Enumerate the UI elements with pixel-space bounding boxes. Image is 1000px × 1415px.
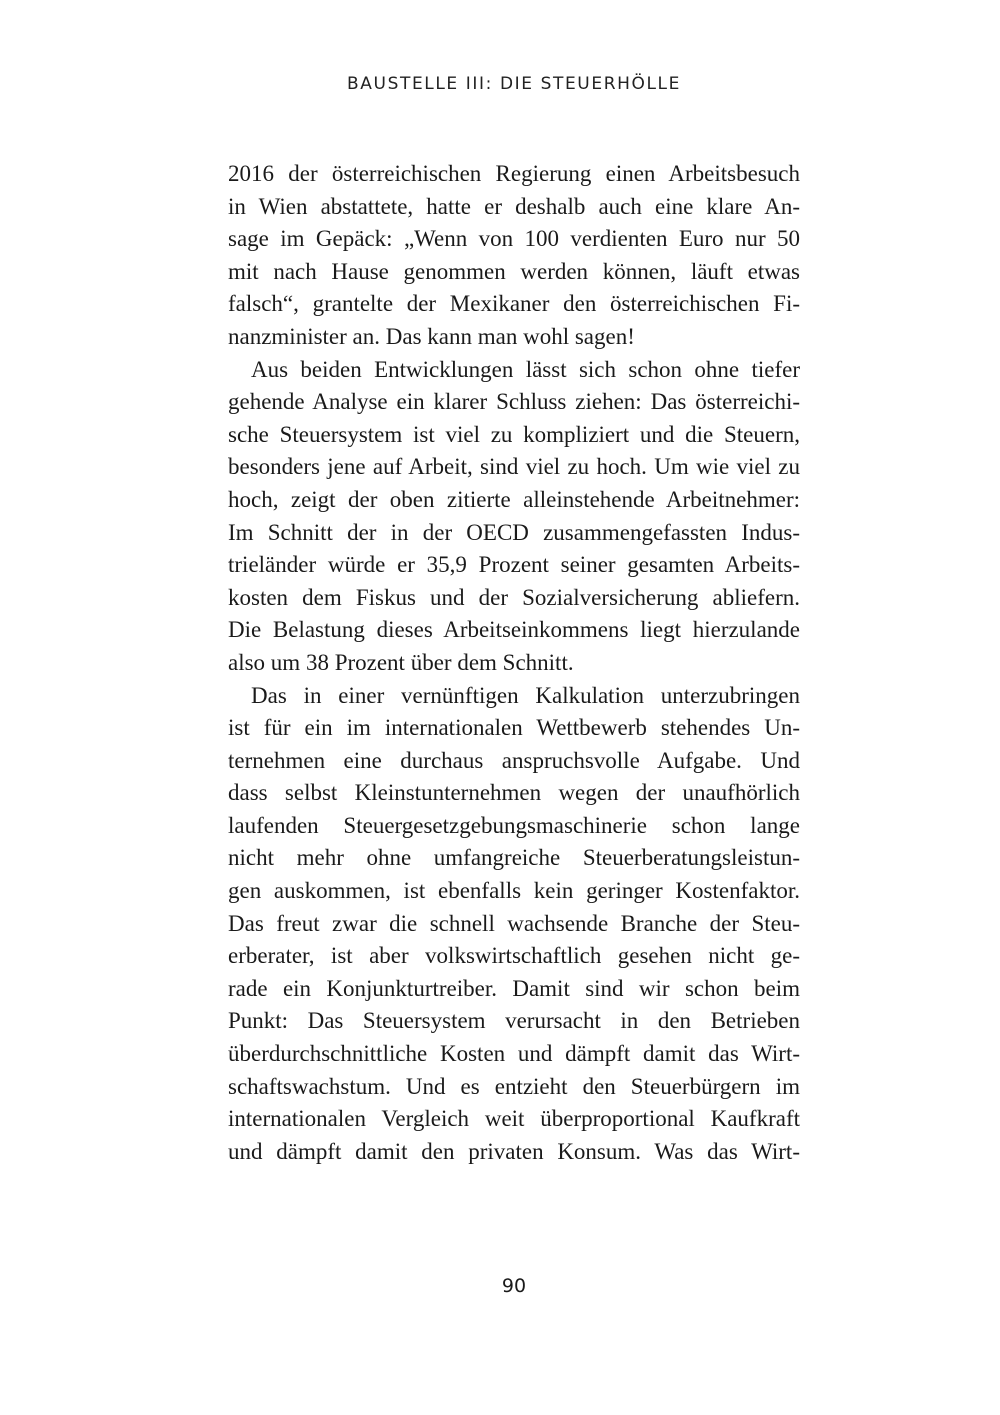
text-line: Punkt: Das Steuersystem verursacht in den Betrieben bbox=[228, 1008, 800, 1034]
text-line: falsch“, grantelte der Mexikaner den österreichischen Fi- bbox=[228, 291, 800, 317]
text-line: kosten dem Fiskus und der Sozialversicherung abliefern. bbox=[228, 584, 800, 610]
text-line: Das freut zwar die schnell wachsende Branche der Steu- bbox=[228, 910, 800, 936]
text-line: sche Steuersystem ist viel zu kompliziert und die Steuern, bbox=[228, 421, 800, 447]
page-number: 90 bbox=[501, 1275, 527, 1297]
text-line: und dämpft damit den privaten Konsum. Was das Wirt- bbox=[228, 1138, 800, 1164]
text-line: Aus beiden Entwicklungen lässt sich schon ohne tiefer bbox=[251, 356, 800, 382]
paragraph bbox=[228, 158, 800, 354]
paragraph bbox=[228, 354, 800, 680]
text-line: überdurchschnittliche Kosten und dämpft damit das Wirt- bbox=[228, 1041, 800, 1067]
text-line: gehende Analyse ein klarer Schluss ziehen: Das österreichi- bbox=[228, 389, 800, 415]
text-line: 2016 der österreichischen Regierung einen Arbeitsbesuch bbox=[228, 161, 800, 186]
text-line: nanzminister an. Das kann man wohl sagen! bbox=[228, 323, 635, 349]
text-line: also um 38 Prozent über dem Schnitt. bbox=[228, 649, 574, 675]
text-line: laufenden Steuergesetzgebungsmaschinerie schon lange bbox=[228, 812, 800, 838]
body-text bbox=[228, 158, 800, 1168]
text-line: sage im Gepäck: „Wenn von 100 verdienten Euro nur 50 bbox=[228, 226, 800, 252]
text-line: rade ein Konjunkturtreiber. Damit sind wir schon beim bbox=[228, 975, 800, 1001]
text-line: Die Belastung dieses Arbeitseinkommens liegt hierzulande bbox=[228, 617, 800, 643]
text-line: ist für ein im internationalen Wettbewerb stehendes Un- bbox=[228, 715, 800, 741]
text-line: hoch, zeigt der oben zitierte alleinstehende Arbeitnehmer: bbox=[228, 486, 800, 512]
text-line: Das in einer vernünftigen Kalkulation unterzubringen bbox=[251, 682, 800, 708]
text-line: nicht mehr ohne umfangreiche Steuerberatungsleistun- bbox=[228, 845, 800, 871]
text-line: mit nach Hause genommen werden können, läuft etwas bbox=[228, 258, 800, 284]
text-line: ternehmen eine durchaus anspruchsvolle Aufgabe. Und bbox=[228, 747, 800, 773]
text-line: erberater, ist aber volkswirtschaftlich gesehen nicht ge- bbox=[228, 943, 800, 969]
text-line: schaftswachstum. Und es entzieht den Steuerbürgern im bbox=[228, 1073, 800, 1099]
text-line: gen auskommen, ist ebenfalls kein geringer Kostenfaktor. bbox=[228, 878, 800, 904]
text-line: in Wien abstattete, hatte er deshalb auch eine klare An- bbox=[228, 193, 800, 219]
text-line: internationalen Vergleich weit überproportional Kaufkraft bbox=[228, 1106, 800, 1132]
text-line: besonders jene auf Arbeit, sind viel zu hoch. Um wie viel zu bbox=[228, 454, 800, 480]
running-header: BAUSTELLE III: DIE STEUERHÖLLE bbox=[347, 74, 681, 94]
text-line: trieländer würde er 35,9 Prozent seiner gesamten Arbeits- bbox=[228, 552, 800, 578]
text-line: dass selbst Kleinstunternehmen wegen der unaufhörlich bbox=[228, 780, 800, 806]
paragraph bbox=[228, 680, 800, 1169]
text-line: Im Schnitt der in der OECD zusammengefassten Indus- bbox=[228, 519, 800, 545]
